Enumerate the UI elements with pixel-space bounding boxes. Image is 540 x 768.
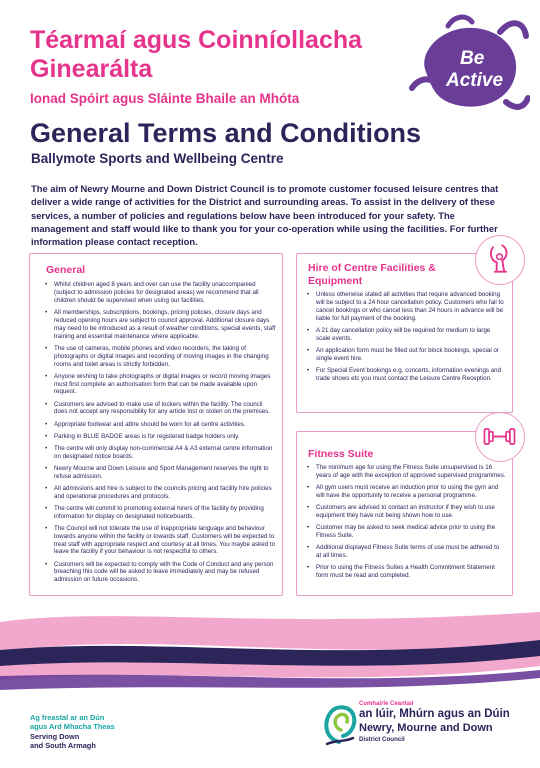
- logo-text-be: Be: [460, 48, 485, 69]
- council-small-label: District Council: [359, 736, 405, 743]
- irish-subtitle: Ionad Spóirt agus Sláinte Bhaile an Mhóta: [30, 91, 300, 106]
- serving-english-line2: and South Armagh: [30, 741, 96, 751]
- list-item: • The use of cameras, mobile phones and video recorders, the taking of photographs or digital images and recording of moving images in the changing rooms and toilet areas is strictly forbidden.: [44, 345, 276, 369]
- serving-irish-line1: Ag freastal ar an Dún: [30, 713, 105, 722]
- list-item: • All gym users must receive an induction prior to using the gym and will have the opportunity to receive a personal programme.: [306, 484, 506, 500]
- list-item: • Prior to using the Fitness Suites a Health Commitment Statement form must be read and completed.: [306, 564, 506, 580]
- list-item: • Parking in BLUE BADGE areas is for registered badge holders only.: [44, 433, 276, 441]
- fitness-list: [306, 464, 506, 584]
- logo-text-active: Active: [446, 70, 504, 91]
- list-item: • Anyone wishing to take photographs or digital images or record moving images must first complete an authorisation form that can be made available upon request.: [44, 373, 276, 397]
- list-item: • Customers are advised to contact an instructor if they wish to use equipment they have not being shown how to use.: [306, 504, 506, 520]
- council-emblem-icon: [321, 702, 357, 746]
- fitness-title: Fitness Suite: [308, 448, 374, 460]
- list-item: • The minimum age for using the Fitness Suite unsupervised is 16 years of age with the exception of approved supervised programmes.: [306, 464, 506, 480]
- intro-paragraph: The aim of Newry Mourne and Down District Council is to promote customer focused leisure centres that deliver a wide range of activities for the District and surrounding areas. To assist in the delivery of these services, a number of policies and regulations below have been introduced for your safety. The management and staff would like to thank you for your co-operation while using the facilities. For further information please contact reception.: [31, 183, 499, 248]
- general-list: [44, 281, 276, 588]
- dumbbell-icon: [475, 412, 525, 462]
- list-item: • The centre will only display non-commercial A4 & A3 external centre information on designated notice boards.: [44, 445, 276, 461]
- list-item: • Appropriate footwear and attire should be worn for all centre activities.: [44, 421, 276, 429]
- list-item: • For Special Event bookings e.g. concerts, information evenings and trade shows etc you must contact the Leisure Centre Reception.: [306, 367, 506, 383]
- massage-icon: [475, 235, 525, 285]
- irish-title: Téarmaí agus Coinníollacha Ginearálta: [30, 26, 363, 83]
- list-item: • All admissions and hire is subject to the councils pricing and facility hire policies and operational procedures and protocols.: [44, 485, 276, 501]
- hire-title: Hire of Centre Facilities & Equipment: [308, 262, 436, 287]
- list-item: • Newry Mourne and Down Leisure and Sport Management reserves the right to refuse admission.: [44, 465, 276, 481]
- council-irish-name: an Iúir, Mhúrn agus an Dúin: [359, 708, 510, 720]
- serving-area-text: [30, 713, 115, 751]
- list-item: • A 21 day cancellation policy will be required for medium to large scale events.: [306, 327, 506, 343]
- page-title: General Terms and Conditions: [30, 118, 422, 148]
- list-item: • The centre will commit to promoting external hirers of the facility by providing information for display on designated noticeboards.: [44, 505, 276, 521]
- general-title: General: [46, 264, 86, 276]
- be-active-logo: [408, 14, 530, 118]
- page-subtitle: Ballymote Sports and Wellbeing Centre: [31, 151, 284, 166]
- list-item: • All memberships, subscriptions, bookings, pricing policies, closure days and reduced opening hours are subject to council approval. Additional closure days may need to be introduced as a result of weather conditions, special events, staff training and essential maintenance where applicable.: [44, 309, 276, 341]
- decorative-waves: [0, 600, 540, 700]
- serving-irish-line2: agus Ard Mhacha Theas: [30, 722, 115, 732]
- list-item: • Customer may be asked to seek medical advice prior to using the Fitness Suite.: [306, 524, 506, 540]
- council-english-name: Newry, Mourne and Down: [359, 722, 493, 734]
- list-item: • Customers are advised to make use of lockers within the facility. The council does not accept any responsibility for any article lost or stolen on the premises.: [44, 401, 276, 417]
- council-irish-small: Comhairle Ceantair: [359, 701, 415, 707]
- list-item: • Customers will be expected to comply with the Code of Conduct and any person breaching this code will be asked to leave immediately and may be refused admission on future occasions.: [44, 561, 276, 585]
- list-item: • Unless otherwise stated all activities that require advanced booking will be subject to a 24 hour cancellation policy. Customers who fail to cancel bookings or who cancel less than 24 hours in advance will be liable for full payment of the booking.: [306, 291, 506, 323]
- list-item: • The Council will not tolerate the use of inappropriate language and behaviour towards anyone within the facility or towards staff. Customers will be expected to treat staff with appropriate respect and courtesy at all times. You maybe asked to leave the facility if your behaviour is not respectful to others.: [44, 525, 276, 557]
- list-item: • Whilst children aged 8 years and over can use the facility unaccompanied (subject to admission policies for designated areas) we recommend that all children should be supervised when using our facilities.: [44, 281, 276, 305]
- list-item: • An application form must be filled out for block bookings, special or single event hire.: [306, 347, 506, 363]
- serving-english-line1: Serving Down: [30, 731, 80, 741]
- list-item: • Additional displayed Fitness Suite terms of use must be adhered to at all times.: [306, 544, 506, 560]
- general-panel: [29, 253, 283, 596]
- council-logo: [321, 700, 521, 760]
- hire-list: [306, 291, 506, 387]
